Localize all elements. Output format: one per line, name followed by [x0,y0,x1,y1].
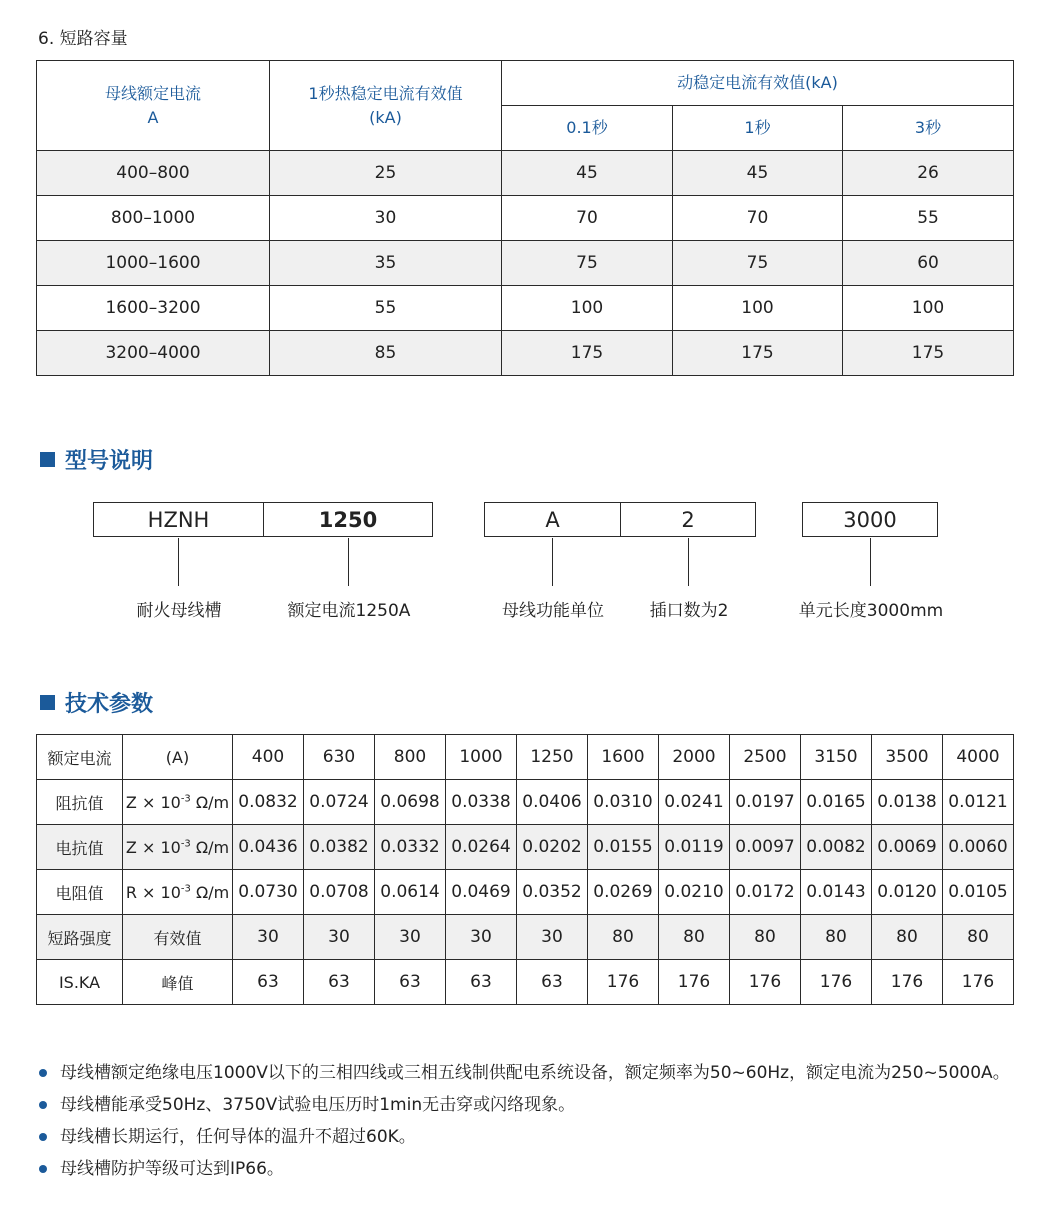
table-cell: 0.0436 [233,825,304,870]
table-cell: 175 [843,331,1014,376]
table-cell: 0.0120 [872,870,943,915]
tech-params-table [36,734,1014,1005]
model-label-rated-current: 额定电流1250A [287,601,411,621]
model-label-unit-length: 单元长度3000mm [798,601,944,621]
table-cell: 0.0060 [943,825,1014,870]
table-row [37,870,1014,915]
note-item [38,1089,1018,1121]
note-text: 母线槽能承受50Hz、3750V试验电压历时1min无击穿或闪络现象。 [60,1095,576,1115]
row-label: 电阻值 [37,870,123,915]
subheader-3s: 3秒 [843,106,1014,151]
short-circuit-table [36,60,1014,376]
unit-prefix: Z × 10 [125,837,181,857]
table-cell: 85 [270,331,502,376]
table-cell: 0.0832 [233,780,304,825]
table-cell: 0.0469 [446,870,517,915]
table-row [37,915,1014,960]
table-cell: 30 [270,196,502,241]
bullet-dot-icon [39,1133,47,1141]
table-cell: 0.0698 [375,780,446,825]
unit-prefix: Z × 10 [125,792,181,812]
row-label: 短路强度 [37,915,123,960]
header-cell: 3150 [801,735,872,780]
row-label: IS.KA [37,960,123,1005]
connector-line [178,538,179,586]
table-cell: 176 [588,960,659,1005]
table-cell: 70 [673,196,843,241]
heading-square-icon [40,452,55,467]
table-cell: 30 [517,915,588,960]
table-row [37,241,1014,286]
table-cell: 63 [304,960,375,1005]
bullet-dot-icon [39,1069,47,1077]
note-text: 母线槽额定绝缘电压1000V以下的三相四线或三相五线制供配电系统设备，额定频率为50~60Hz，额定电流为250~5000A。 [60,1063,1010,1083]
table-cell: 0.0310 [588,780,659,825]
header-thermal-current [270,61,502,151]
model-box-hznh: HZNH [93,502,264,537]
table-cell: 80 [943,915,1014,960]
header-rated-current-line1: 母线额定电流 [104,83,201,103]
model-label-socket-count: 插口数为2 [649,601,729,621]
connector-line [688,538,689,586]
header-cell: 1000 [446,735,517,780]
table-cell: 176 [801,960,872,1005]
table-cell: 3200–4000 [37,331,270,376]
header-cell: 2000 [659,735,730,780]
table-cell: 176 [730,960,801,1005]
table-cell: 0.0069 [872,825,943,870]
header-cell: 630 [304,735,375,780]
subheader-0-1s: 0.1秒 [502,106,673,151]
table-cell: 0.0406 [517,780,588,825]
table-cell: 0.0197 [730,780,801,825]
header-cell: 4000 [943,735,1014,780]
table-cell: 0.0097 [730,825,801,870]
tech-heading-text: 技术参数 [65,692,154,717]
table-cell: 100 [673,286,843,331]
table-cell: 25 [270,151,502,196]
table-row [37,331,1014,376]
table-cell: 0.0202 [517,825,588,870]
note-item [38,1121,1018,1153]
table-cell: 63 [233,960,304,1005]
table-cell: 30 [233,915,304,960]
table-cell: 0.0121 [943,780,1014,825]
table-cell: 0.0138 [872,780,943,825]
connector-line [552,538,553,586]
table-cell: 0.0119 [659,825,730,870]
table-cell: 70 [502,196,673,241]
header-rated-current-line2: A [147,107,159,127]
header-cell: 400 [233,735,304,780]
row-unit: 有效值 [123,915,233,960]
header-rated-current [37,61,270,151]
table-cell: 0.0382 [304,825,375,870]
table-cell: 80 [872,915,943,960]
connector-line [348,538,349,586]
table-cell: 0.0210 [659,870,730,915]
table-row [37,286,1014,331]
bullet-dot-icon [39,1101,47,1109]
table-cell: 55 [843,196,1014,241]
table-cell: 30 [446,915,517,960]
table-cell: 0.0105 [943,870,1014,915]
table-cell: 75 [673,241,843,286]
unit-exponent: -3 [180,838,191,850]
notes-list [38,1057,1018,1185]
model-box-a: A [484,502,621,537]
table-cell: 175 [673,331,843,376]
table-cell: 0.0352 [517,870,588,915]
table-cell: 176 [872,960,943,1005]
table-cell: 0.0264 [446,825,517,870]
header-cell: 1600 [588,735,659,780]
note-item [38,1057,1018,1089]
table-cell: 0.0724 [304,780,375,825]
table-cell: 0.0614 [375,870,446,915]
table-row [37,825,1014,870]
table-cell: 63 [375,960,446,1005]
unit-exponent: -3 [180,793,191,805]
table-cell: 30 [375,915,446,960]
table-cell: 80 [659,915,730,960]
subheader-1s: 1秒 [673,106,843,151]
table-cell: 0.0730 [233,870,304,915]
table-cell: 60 [843,241,1014,286]
row-label: 电抗值 [37,825,123,870]
table-cell: 1000–1600 [37,241,270,286]
section-heading-model [40,444,153,475]
unit-exponent: -3 [180,883,191,895]
table-cell: 75 [502,241,673,286]
unit-suffix: Ω/m [190,837,230,857]
table-cell: 55 [270,286,502,331]
table-cell: 175 [502,331,673,376]
header-cell: 1250 [517,735,588,780]
model-label-fireproof: 耐火母线槽 [136,601,222,621]
model-box-3000: 3000 [802,502,938,537]
table-cell: 80 [588,915,659,960]
header-cell: 2500 [730,735,801,780]
section-heading-tech [40,687,153,718]
row-unit: 峰值 [123,960,233,1005]
table-row [37,780,1014,825]
model-heading-text: 型号说明 [65,449,154,474]
table-cell: 100 [502,286,673,331]
note-text: 母线槽防护等级可达到IP66。 [60,1159,284,1179]
table-cell: 0.0241 [659,780,730,825]
note-item [38,1153,1018,1185]
row-unit [123,870,233,915]
unit-suffix: Ω/m [190,792,230,812]
row-unit [123,825,233,870]
table-row [37,151,1014,196]
table-cell: 45 [502,151,673,196]
table-cell: 0.0708 [304,870,375,915]
unit-suffix: Ω/m [190,882,230,902]
table-cell: 63 [446,960,517,1005]
model-box-1250: 1250 [263,502,433,537]
table-cell: 26 [843,151,1014,196]
note-text: 母线槽长期运行，任何导体的温升不超过60K。 [60,1127,416,1147]
table-cell: 80 [730,915,801,960]
table-cell: 45 [673,151,843,196]
row-label: 阻抗值 [37,780,123,825]
header-thermal-line1: 1秒热稳定电流有效值 [308,83,463,103]
header-cell: 额定电流 [37,735,123,780]
table-cell: 63 [517,960,588,1005]
heading-square-icon [40,695,55,710]
table-cell: 0.0082 [801,825,872,870]
header-cell: 3500 [872,735,943,780]
table-cell: 80 [801,915,872,960]
bullet-dot-icon [39,1165,47,1173]
header-cell: (A) [123,735,233,780]
header-dynamic-current: 动稳定电流有效值(kA) [502,61,1014,106]
table-cell: 0.0269 [588,870,659,915]
table-cell: 400–800 [37,151,270,196]
header-thermal-line2: (kA) [369,107,402,127]
model-label-function-unit: 母线功能单位 [502,601,604,621]
table-cell: 0.0155 [588,825,659,870]
table-cell: 176 [943,960,1014,1005]
table-header-row [37,735,1014,780]
table-cell: 100 [843,286,1014,331]
table-cell: 0.0338 [446,780,517,825]
unit-prefix: R × 10 [125,882,181,902]
table-cell: 0.0332 [375,825,446,870]
table-row [37,960,1014,1005]
connector-line [870,538,871,586]
table-row [37,196,1014,241]
table-cell: 800–1000 [37,196,270,241]
table-cell: 0.0172 [730,870,801,915]
table-cell: 176 [659,960,730,1005]
table-cell: 35 [270,241,502,286]
table-cell: 0.0143 [801,870,872,915]
table-cell: 0.0165 [801,780,872,825]
table-cell: 1600–3200 [37,286,270,331]
header-cell: 800 [375,735,446,780]
model-box-2: 2 [620,502,756,537]
table-cell: 30 [304,915,375,960]
section-title-short-circuit: 6. 短路容量 [38,29,128,49]
row-unit [123,780,233,825]
